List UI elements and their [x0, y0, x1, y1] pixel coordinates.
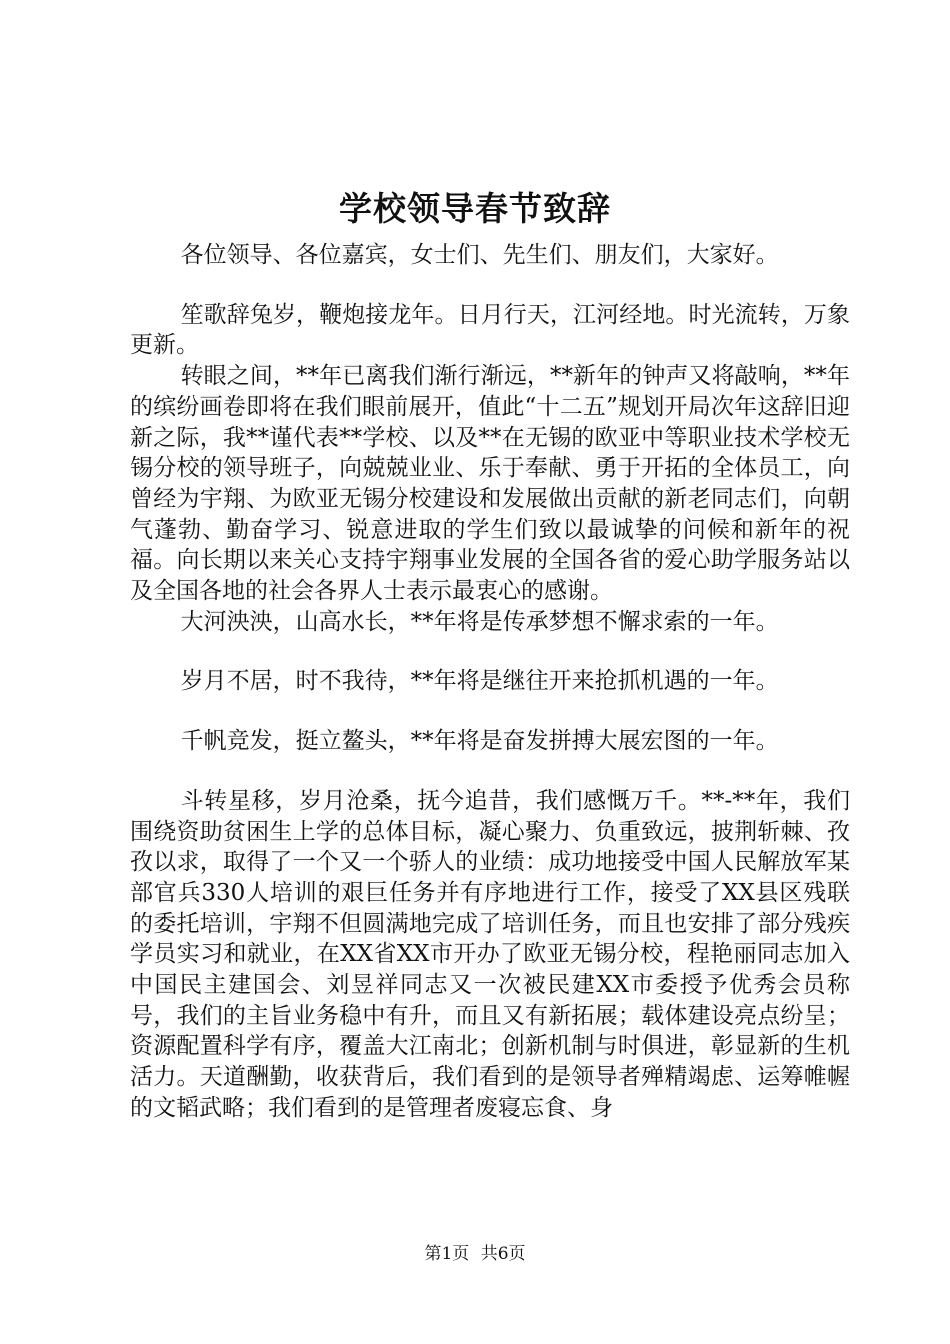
document-body [130, 240, 850, 1124]
paragraph-line-1: 大河泱泱，山高水长，**年将是传承梦想不懈求索的一年。 [180, 608, 779, 635]
page-number: 第1页 [424, 1244, 470, 1264]
page-footer [0, 1243, 950, 1265]
paragraph-thanks: 转眼之间，**年已离我们渐行渐远，**新年的钟声又将敲响，**年的缤纷画卷即将在我们眼前展开，值此“十二五”规划开局次年这辞旧迎新之际，我**谨代表**学校、以及**在无锡的欧亚中等职业技术学校无锡分校的领导班子，向兢兢业业、乐于奉献、勇于开拓的全体员工，向曾经为宇翔、为欧亚无锡分校建设和发展做出贡献的新老同志们，向朝气蓬勃、勤奋学习、锐意进取的学生们致以最诚挚的问候和新年的祝福。向长期以来关心支持宇翔事业发展的全国各省的爱心助学服务站以及全国各地的社会各界人士表示最衷心的感谢。 [130, 363, 850, 605]
paragraph-greeting: 各位领导、各位嘉宾，女士们、先生们、朋友们，大家好。 [180, 242, 779, 268]
paragraph-line-3: 千帆竞发，挺立鳌头，**年将是奋发拼搏大展宏图的一年。 [180, 728, 779, 755]
page-count: 共6页 [480, 1244, 526, 1264]
paragraph-opening: 笙歌辞兔岁，鞭炮接龙年。日月行天，江河经地。时光流转，万象更新。 [130, 301, 850, 359]
paragraph-line-2: 岁月不居，时不我待，**年将是继往开来抢抓机遇的一年。 [180, 668, 779, 695]
paragraph-review: 斗转星移，岁月沧桑，抚今追昔，我们感慨万千。**-**年，我们围绕资助贫困生上学的总体目标，凝心聚力、负重致远，披荆斩棘、孜孜以求，取得了一个又一个骄人的业绩：成功地接受中国人民解放军某部官兵330人培训的艰巨任务并有序地进行工作，接受了XX县区残联的委托培训，宇翔不但圆满地完成了培训任务，而且也安排了部分残疾学员实习和就业，在XX省XX市开办了欧亚无锡分校，程艳丽同志加入中国民主建国会、刘昱祥同志又一次被民建XX市委授予优秀会员称号，我们的主旨业务稳中有升，而且又有新拓展；载体建设亮点纷呈；资源配置科学有序，覆盖大江南北；创新机制与时俱进，彰显新的生机活力。天道酬勤，收获背后，我们看到的是领导者殚精竭虑、运筹帷幄的文韬武略；我们看到的是管理者废寝忘食、身 [130, 787, 850, 1121]
document-title: 学校领导春节致辞 [339, 189, 611, 228]
